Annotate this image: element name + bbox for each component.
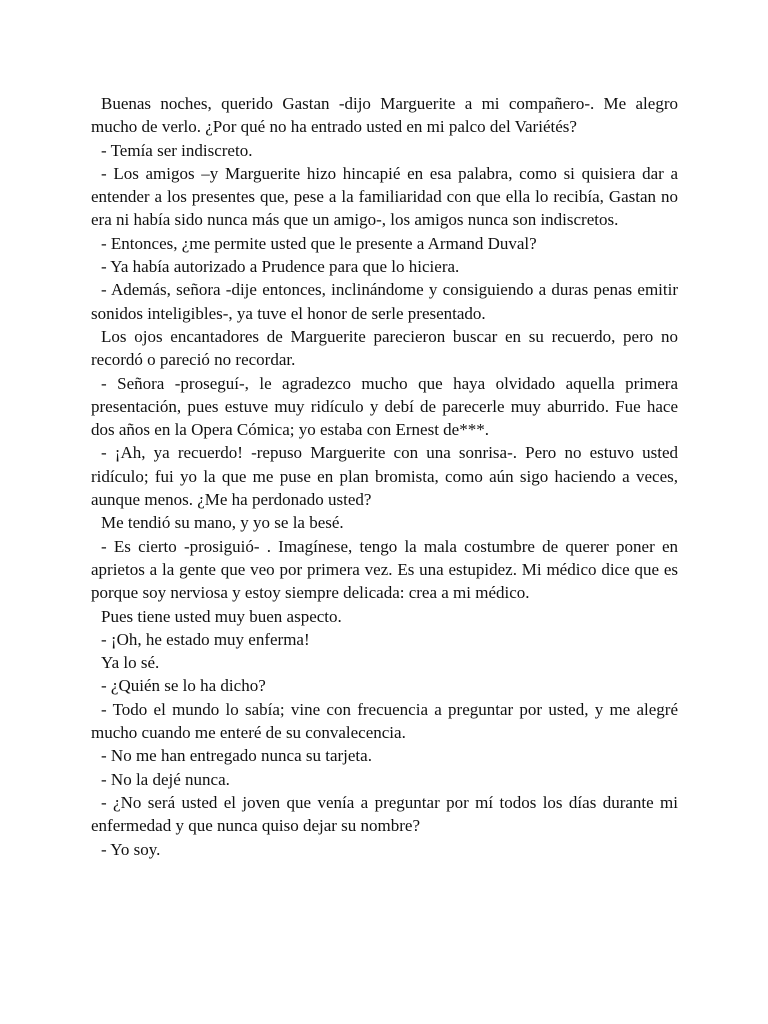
paragraph: - Yo soy.	[101, 839, 161, 859]
paragraph: - ¿Quién se lo ha dicho?	[101, 676, 266, 696]
paragraph: - Es cierto -prosiguió- . Imagínese, tengo la mala costumbre de querer poner en aprietos a la gente que veo por primera vez. Es una estupidez. Mi médico dice que es porque soy nerviosa y estoy siempre delicada: crea a mi médico.	[91, 536, 678, 603]
paragraph: - Entonces, ¿me permite usted que le presente a Armand Duval?	[101, 233, 537, 253]
paragraph: Me tendió su mano, y yo se la besé.	[101, 513, 344, 533]
paragraph: - ¡Oh, he estado muy enferma!	[101, 629, 310, 649]
paragraph: - Temía ser indiscreto.	[101, 140, 253, 160]
paragraph: - Señora -proseguí-, le agradezco mucho que haya olvidado aquella primera presentación, pues estuve muy ridículo y debí de parecerle muy aburrido. Fue hace dos años en la Opera Cómica; yo estaba con Ernest de***.	[91, 373, 678, 440]
paragraph: Los ojos encantadores de Marguerite parecieron buscar en su recuerdo, pero no recordó o pareció no recordar.	[91, 326, 678, 370]
paragraph: - ¡Ah, ya recuerdo! -repuso Marguerite con una sonrisa-. Pero no estuvo usted ridículo; fui yo la que me puse en plan bromista, como aún sigo haciendo a veces, aunque menos. ¿Me ha perdonado usted?	[91, 443, 678, 510]
paragraph: - Además, señora -dije entonces, inclinándome y consiguiendo a duras penas emitir sonidos inteligibles-, ya tuve el honor de serle presentado.	[91, 280, 678, 323]
document-page	[91, 92, 678, 861]
paragraph: Ya lo sé.	[101, 653, 160, 673]
paragraph: Pues tiene usted muy buen aspecto.	[101, 606, 342, 626]
paragraph: - Todo el mundo lo sabía; vine con frecuencia a preguntar por usted, y me alegré mucho cuando me enteré de su convalecencia.	[91, 699, 678, 743]
paragraph: - No me han entregado nunca su tarjeta.	[101, 746, 372, 766]
paragraph: - Ya había autorizado a Prudence para que lo hiciera.	[101, 257, 460, 277]
paragraph: - Los amigos –y Marguerite hizo hincapié en esa palabra, como si quisiera dar a entender a los presentes que, pese a la familiaridad con que ella lo recibía, Gastan no era ni había sido nunca más que un amigo-, los amigos nunca son indiscretos.	[91, 163, 678, 230]
paragraph: Buenas noches, querido Gastan -dijo Marguerite a mi compañero-. Me alegro mucho de verlo. ¿Por qué no ha entrado usted en mi palco del Variétés?	[91, 94, 678, 137]
paragraph: - ¿No será usted el joven que venía a preguntar por mí todos los días durante mi enfermedad y que nunca quiso dejar su nombre?	[91, 792, 678, 836]
paragraph: - No la dejé nunca.	[101, 769, 230, 789]
